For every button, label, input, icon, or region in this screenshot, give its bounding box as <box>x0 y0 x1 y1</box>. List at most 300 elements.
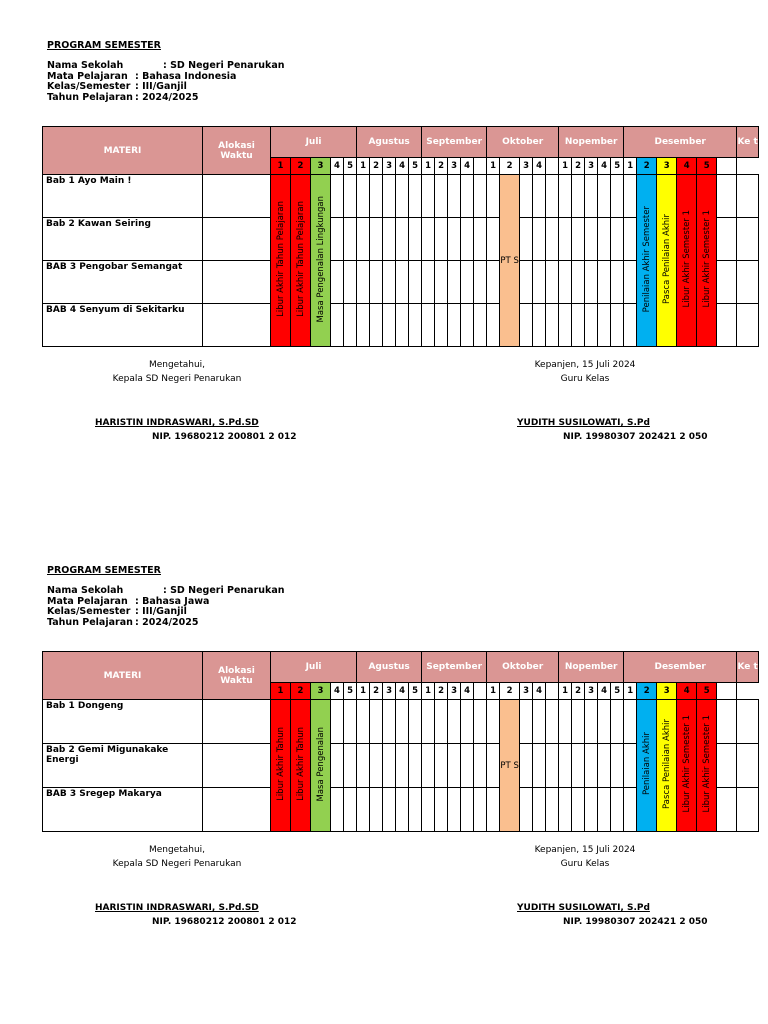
week-number: 3 <box>657 158 677 175</box>
week-cell <box>611 175 624 218</box>
week-cell <box>520 744 533 788</box>
ket-cell <box>737 175 759 218</box>
teacher-nip: NIP. 19980307 202421 2 050 <box>563 432 708 442</box>
week-cell <box>370 788 383 832</box>
week-cell <box>572 744 585 788</box>
week-cell <box>717 788 737 832</box>
info-label: Kelas/Semester <box>47 81 131 92</box>
band-label: Penilaian Akhir Semester <box>641 205 652 313</box>
headmaster-nip: NIP. 19680212 200801 2 012 <box>152 917 297 927</box>
week-number: 2 <box>500 683 520 700</box>
week-cell <box>474 218 487 261</box>
week-cell <box>559 304 572 347</box>
month-header: Oktober <box>487 127 559 158</box>
materi-cell: BAB 4 Senyum di Sekitarku <box>43 304 203 347</box>
schedule-band-pts <box>500 175 520 347</box>
week-cell <box>370 218 383 261</box>
schedule-band-des5 <box>697 175 717 347</box>
week-number <box>717 158 737 175</box>
info-separator: : <box>135 595 143 607</box>
week-cell <box>331 788 344 832</box>
week-cell <box>422 700 435 744</box>
week-number: 3 <box>448 683 461 700</box>
ket-cell <box>737 218 759 261</box>
week-number: 1 <box>271 158 291 175</box>
schedule-band-juli3 <box>311 700 331 832</box>
ket-header: Ke t <box>737 652 759 683</box>
band-label: PT S <box>500 255 519 266</box>
week-cell <box>435 700 448 744</box>
info-label: Mata Pelajaran <box>47 70 128 82</box>
week-number: 1 <box>357 158 370 175</box>
week-number <box>474 683 487 700</box>
week-cell <box>598 218 611 261</box>
week-cell <box>546 218 559 261</box>
week-number: 2 <box>500 158 520 175</box>
week-cell <box>487 788 500 832</box>
week-cell <box>520 175 533 218</box>
info-label: Kelas/Semester <box>47 606 131 617</box>
week-cell <box>383 175 396 218</box>
band-label: Pasca Penilaian Akhir <box>661 719 672 809</box>
week-cell <box>383 788 396 832</box>
info-value: III/Ganjil <box>142 81 187 92</box>
month-header-row <box>43 127 759 158</box>
week-number: 4 <box>598 158 611 175</box>
week-cell <box>396 175 409 218</box>
week-cell <box>520 304 533 347</box>
schedule-band-des3 <box>657 700 677 832</box>
week-cell <box>461 304 474 347</box>
week-number: 1 <box>624 158 637 175</box>
week-cell <box>546 304 559 347</box>
week-cell <box>344 304 357 347</box>
week-number: 3 <box>657 683 677 700</box>
week-number: 3 <box>311 683 331 700</box>
week-cell <box>370 175 383 218</box>
semester-plan-table <box>42 126 759 347</box>
ket-cell <box>737 304 759 347</box>
week-cell <box>611 788 624 832</box>
week-number: 5 <box>344 158 357 175</box>
alokasi-cell <box>203 700 271 744</box>
schedule-band-juli2 <box>291 700 311 832</box>
week-cell <box>585 175 598 218</box>
week-cell <box>533 700 546 744</box>
week-number: 1 <box>357 683 370 700</box>
week-number: 3 <box>448 158 461 175</box>
alokasi-header: Alokasi Waktu <box>203 652 271 700</box>
week-cell <box>572 261 585 304</box>
ket-cell <box>737 788 759 832</box>
week-cell <box>331 261 344 304</box>
week-cell <box>624 744 637 788</box>
week-cell <box>422 304 435 347</box>
materi-cell: Bab 2 Kawan Seiring <box>43 218 203 261</box>
week-cell <box>598 261 611 304</box>
week-number: 4 <box>677 683 697 700</box>
week-cell <box>520 261 533 304</box>
week-cell <box>370 744 383 788</box>
info-separator: : <box>135 616 143 628</box>
week-cell <box>474 744 487 788</box>
table-row <box>43 175 759 218</box>
alokasi-cell <box>203 261 271 304</box>
week-cell <box>344 261 357 304</box>
week-cell <box>559 788 572 832</box>
month-header: Nopember <box>559 127 624 158</box>
month-header: Juli <box>271 652 357 683</box>
week-cell <box>422 788 435 832</box>
week-cell <box>585 700 598 744</box>
week-number: 2 <box>291 683 311 700</box>
week-cell <box>533 744 546 788</box>
band-label: Libur Akhir Tahun <box>295 727 306 801</box>
week-cell <box>546 175 559 218</box>
week-cell <box>598 304 611 347</box>
week-number: 5 <box>409 683 422 700</box>
signature-left-line2: Kepala SD Negeri Penarukan <box>112 859 242 869</box>
week-cell <box>383 304 396 347</box>
info-value: SD Negeri Penarukan <box>170 60 285 71</box>
week-cell <box>624 788 637 832</box>
week-cell <box>461 175 474 218</box>
week-number: 2 <box>572 158 585 175</box>
week-cell <box>357 261 370 304</box>
alokasi-cell <box>203 218 271 261</box>
week-number: 3 <box>585 683 598 700</box>
week-cell <box>533 218 546 261</box>
schedule-band-juli3 <box>311 175 331 347</box>
materi-header: MATERI <box>43 127 203 175</box>
schedule-band-juli2 <box>291 175 311 347</box>
week-cell <box>448 261 461 304</box>
month-header: Nopember <box>559 652 624 683</box>
week-number: 1 <box>487 683 500 700</box>
week-cell <box>357 700 370 744</box>
week-number: 5 <box>697 158 717 175</box>
signature-left-line1: Mengetahui, <box>148 360 206 370</box>
week-cell <box>559 744 572 788</box>
week-cell <box>717 175 737 218</box>
week-number: 1 <box>559 158 572 175</box>
week-number: 1 <box>559 683 572 700</box>
week-cell <box>611 261 624 304</box>
week-number: 3 <box>311 158 331 175</box>
schedule-band-juli1 <box>271 175 291 347</box>
week-cell <box>383 218 396 261</box>
week-cell <box>370 261 383 304</box>
week-cell <box>422 175 435 218</box>
school-info <box>47 61 285 103</box>
week-cell <box>717 304 737 347</box>
week-cell <box>624 261 637 304</box>
info-value: 2024/2025 <box>142 616 199 628</box>
week-cell <box>717 744 737 788</box>
info-label: Tahun Pelajaran <box>47 91 133 103</box>
week-cell <box>474 304 487 347</box>
week-cell <box>409 175 422 218</box>
week-cell <box>422 261 435 304</box>
week-number: 4 <box>677 158 697 175</box>
week-number: 4 <box>461 683 474 700</box>
week-cell <box>717 261 737 304</box>
week-cell <box>396 304 409 347</box>
week-cell <box>533 788 546 832</box>
info-label: Nama Sekolah <box>47 60 124 71</box>
band-label: Libur Akhir Semester 1 <box>681 210 692 308</box>
info-separator: : <box>135 81 143 92</box>
schedule-band-des4 <box>677 700 697 832</box>
week-number: 4 <box>331 158 344 175</box>
week-number <box>546 683 559 700</box>
signature-left-line1: Mengetahui, <box>148 845 206 855</box>
month-header-row <box>43 652 759 683</box>
schedule-band-des3 <box>657 175 677 347</box>
info-separator: : <box>135 91 143 103</box>
alokasi-cell <box>203 744 271 788</box>
week-number: 2 <box>291 158 311 175</box>
week-cell <box>474 788 487 832</box>
week-cell <box>409 744 422 788</box>
week-number: 3 <box>585 158 598 175</box>
week-number <box>546 158 559 175</box>
program-title: PROGRAM SEMESTER <box>47 565 161 576</box>
week-cell <box>487 218 500 261</box>
info-value: Bahasa Jawa <box>142 595 210 607</box>
month-header: Oktober <box>487 652 559 683</box>
schedule-band-juli1 <box>271 700 291 832</box>
week-cell <box>435 304 448 347</box>
week-cell <box>435 175 448 218</box>
week-cell <box>435 744 448 788</box>
week-number: 3 <box>383 158 396 175</box>
week-cell <box>611 304 624 347</box>
month-header: Desember <box>624 652 737 683</box>
week-number: 2 <box>435 158 448 175</box>
schedule-band-pts <box>500 700 520 832</box>
materi-header: MATERI <box>43 652 203 700</box>
week-cell <box>624 218 637 261</box>
week-cell <box>344 788 357 832</box>
week-number: 2 <box>637 158 657 175</box>
week-cell <box>487 700 500 744</box>
week-number: 1 <box>487 158 500 175</box>
info-value: 2024/2025 <box>142 91 199 103</box>
week-cell <box>598 700 611 744</box>
week-cell <box>422 218 435 261</box>
week-cell <box>546 700 559 744</box>
ket-cell <box>737 261 759 304</box>
week-cell <box>559 218 572 261</box>
table-row <box>43 700 759 744</box>
teacher-name: YUDITH SUSILOWATI, S.Pd <box>517 903 650 913</box>
week-number: 3 <box>520 158 533 175</box>
week-cell <box>331 175 344 218</box>
week-cell <box>533 261 546 304</box>
week-cell <box>448 744 461 788</box>
week-cell <box>344 700 357 744</box>
month-header: September <box>422 652 487 683</box>
materi-cell: Bab 2 Gemi Migunakake Energi <box>43 744 203 788</box>
week-cell <box>611 744 624 788</box>
week-cell <box>331 304 344 347</box>
week-cell <box>559 700 572 744</box>
week-cell <box>357 304 370 347</box>
week-number: 4 <box>461 158 474 175</box>
week-cell <box>559 175 572 218</box>
week-cell <box>598 744 611 788</box>
week-number: 1 <box>624 683 637 700</box>
week-number <box>474 158 487 175</box>
week-cell <box>487 261 500 304</box>
week-cell <box>448 700 461 744</box>
alokasi-cell <box>203 788 271 832</box>
alokasi-cell <box>203 175 271 218</box>
week-cell <box>461 218 474 261</box>
week-cell <box>461 788 474 832</box>
info-separator: : <box>135 606 143 617</box>
band-label: Masa Pengenalan Lingkungan <box>315 195 326 323</box>
week-cell <box>572 304 585 347</box>
week-cell <box>520 788 533 832</box>
band-label: Libur Akhir Semester 1 <box>701 715 712 813</box>
week-cell <box>331 700 344 744</box>
week-cell <box>624 700 637 744</box>
week-cell <box>585 261 598 304</box>
month-header: Juli <box>271 127 357 158</box>
info-value: Bahasa Indonesia <box>142 70 237 82</box>
signature-left-line2: Kepala SD Negeri Penarukan <box>112 374 242 384</box>
week-cell <box>357 218 370 261</box>
week-cell <box>520 700 533 744</box>
semester-plan-table <box>42 651 759 832</box>
week-number: 1 <box>271 683 291 700</box>
week-cell <box>572 175 585 218</box>
week-cell <box>546 261 559 304</box>
week-cell <box>435 788 448 832</box>
week-cell <box>357 175 370 218</box>
band-label: Pasca Penilaian Akhir <box>661 214 672 304</box>
week-cell <box>409 261 422 304</box>
teacher-nip: NIP. 19980307 202421 2 050 <box>563 917 708 927</box>
week-cell <box>520 218 533 261</box>
week-cell <box>474 261 487 304</box>
week-cell <box>448 175 461 218</box>
week-cell <box>585 218 598 261</box>
week-cell <box>396 744 409 788</box>
headmaster-name: HARISTIN INDRASWARI, S.Pd.SD <box>95 903 259 913</box>
week-cell <box>533 175 546 218</box>
alokasi-cell <box>203 304 271 347</box>
alokasi-header: Alokasi Waktu <box>203 127 271 175</box>
materi-cell: BAB 3 Sregep Makarya <box>43 788 203 832</box>
month-header: Agustus <box>357 127 422 158</box>
week-number: 2 <box>435 683 448 700</box>
week-cell <box>572 788 585 832</box>
week-number: 2 <box>370 158 383 175</box>
week-cell <box>598 175 611 218</box>
info-label: Mata Pelajaran <box>47 595 128 607</box>
week-cell <box>717 700 737 744</box>
materi-cell: Bab 1 Dongeng <box>43 700 203 744</box>
week-cell <box>370 304 383 347</box>
headmaster-nip: NIP. 19680212 200801 2 012 <box>152 432 297 442</box>
info-value: III/Ganjil <box>142 606 187 617</box>
signature-right-line2: Guru Kelas <box>560 374 610 384</box>
month-header: Desember <box>624 127 737 158</box>
program-title: PROGRAM SEMESTER <box>47 40 161 51</box>
info-separator: : <box>135 70 143 82</box>
week-number: 5 <box>611 158 624 175</box>
month-header: Agustus <box>357 652 422 683</box>
week-cell <box>396 218 409 261</box>
week-number: 1 <box>422 158 435 175</box>
ket-header: Ke t <box>737 127 759 158</box>
materi-cell: Bab 1 Ayo Main ! <box>43 175 203 218</box>
week-number: 4 <box>396 683 409 700</box>
week-number: 4 <box>533 683 546 700</box>
week-cell <box>422 744 435 788</box>
week-number: 4 <box>598 683 611 700</box>
week-cell <box>546 788 559 832</box>
week-cell <box>585 744 598 788</box>
band-label: Libur Akhir Tahun <box>275 727 286 801</box>
week-cell <box>717 218 737 261</box>
week-number: 3 <box>383 683 396 700</box>
week-cell <box>461 261 474 304</box>
schedule-band-des2 <box>637 175 657 347</box>
month-header: September <box>422 127 487 158</box>
info-separator: : <box>123 60 171 71</box>
week-cell <box>344 175 357 218</box>
week-number: 1 <box>422 683 435 700</box>
school-info <box>47 586 285 628</box>
week-cell <box>559 261 572 304</box>
week-cell <box>344 744 357 788</box>
week-cell <box>611 218 624 261</box>
week-cell <box>383 744 396 788</box>
teacher-name: YUDITH SUSILOWATI, S.Pd <box>517 418 650 428</box>
materi-cell: BAB 3 Pengobar Semangat <box>43 261 203 304</box>
week-number: 4 <box>396 158 409 175</box>
week-number: 5 <box>611 683 624 700</box>
week-cell <box>624 304 637 347</box>
week-cell <box>396 788 409 832</box>
week-cell <box>357 788 370 832</box>
info-row <box>47 618 285 629</box>
week-cell <box>344 218 357 261</box>
week-cell <box>435 261 448 304</box>
week-cell <box>448 304 461 347</box>
week-cell <box>474 175 487 218</box>
signature-right-line1: Kepanjen, 15 Juli 2024 <box>534 360 636 370</box>
band-label: Libur Akhir Semester 1 <box>681 715 692 813</box>
week-cell <box>546 744 559 788</box>
week-number: 4 <box>331 683 344 700</box>
signature-right-line2: Guru Kelas <box>560 859 610 869</box>
week-cell <box>409 700 422 744</box>
week-cell <box>396 700 409 744</box>
week-cell <box>448 218 461 261</box>
week-cell <box>533 304 546 347</box>
week-cell <box>383 700 396 744</box>
week-number: 5 <box>344 683 357 700</box>
week-number: 5 <box>409 158 422 175</box>
schedule-band-des2 <box>637 700 657 832</box>
info-row <box>47 93 285 104</box>
schedule-band-des4 <box>677 175 697 347</box>
